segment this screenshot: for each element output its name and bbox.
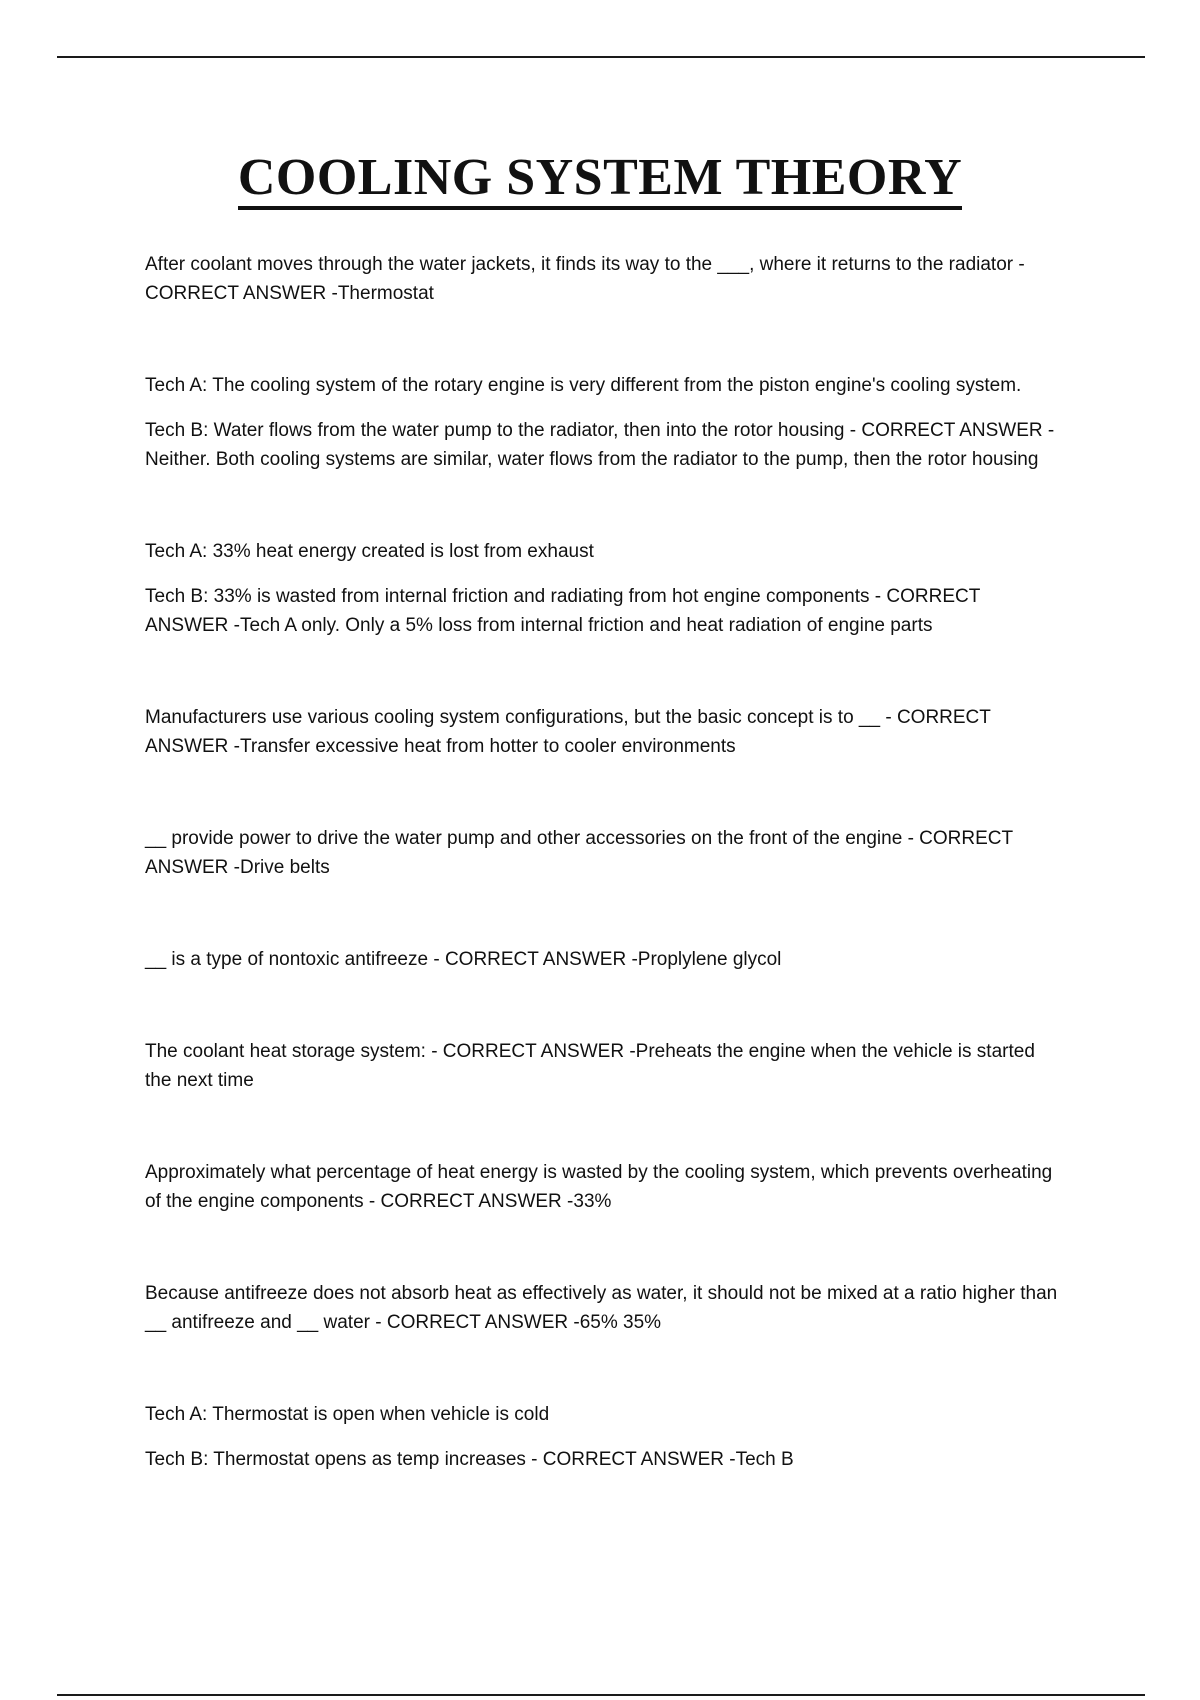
qa-item-6 [145,945,1065,974]
qa-item-5 [145,824,1065,882]
qa-item-3 [145,537,1065,640]
qa-item-8 [145,1158,1065,1216]
qa-item-10 [145,1400,1065,1474]
qa-item-4 [145,703,1065,761]
qa-text: __ provide power to drive the water pump and other accessories on the front of the engine - CORRECT ANSWER -Drive belts [145,828,1013,878]
qa-text: Tech A: 33% heat energy created is lost from exhaust [145,541,594,562]
qa-text: After coolant moves through the water jackets, it finds its way to the ___, where it returns to the radiator - CORRECT ANSWER -Thermostat [145,254,1025,304]
document-title [0,148,1200,208]
question-list [145,250,1065,1474]
qa-item-2 [145,371,1065,474]
qa-text: Tech B: Water flows from the water pump to the radiator, then into the rotor housing - CORRECT ANSWER -Neither. Both cooling systems are similar, water flows from the radiator to the pump, then the rotor housing [145,420,1055,470]
qa-text: Manufacturers use various cooling system configurations, but the basic concept is to __ - CORRECT ANSWER -Transfer excessive heat from hotter to cooler environments [145,707,991,757]
qa-text: Tech A: Thermostat is open when vehicle is cold [145,1404,550,1425]
qa-item-7 [145,1037,1065,1095]
qa-text: Tech B: 33% is wasted from internal friction and radiating from hot engine components - CORRECT ANSWER -Tech A only. Only a 5% loss from internal friction and heat radiation of engine parts [145,586,980,636]
qa-text: __ is a type of nontoxic antifreeze - CORRECT ANSWER -Proplylene glycol [145,949,782,970]
qa-text: Approximately what percentage of heat energy is wasted by the cooling system, which prevents overheating of the engine components - CORRECT ANSWER -33% [145,1162,1053,1212]
qa-text: Because antifreeze does not absorb heat as effectively as water, it should not be mixed at a ratio higher than __ antifreeze and __ water - CORRECT ANSWER -65% 35% [145,1283,1058,1333]
bottom-rule [57,1694,1145,1696]
qa-item-1 [145,250,1065,308]
top-rule [57,56,1145,58]
qa-text: Tech B: Thermostat opens as temp increases - CORRECT ANSWER -Tech B [145,1449,794,1470]
qa-text: Tech A: The cooling system of the rotary engine is very different from the piston engine's cooling system. [145,375,1022,396]
qa-item-9 [145,1279,1065,1337]
document-title-text: COOLING SYSTEM THEORY [238,149,962,210]
qa-text: The coolant heat storage system: - CORRECT ANSWER -Preheats the engine when the vehicle is started the next time [145,1041,1035,1091]
